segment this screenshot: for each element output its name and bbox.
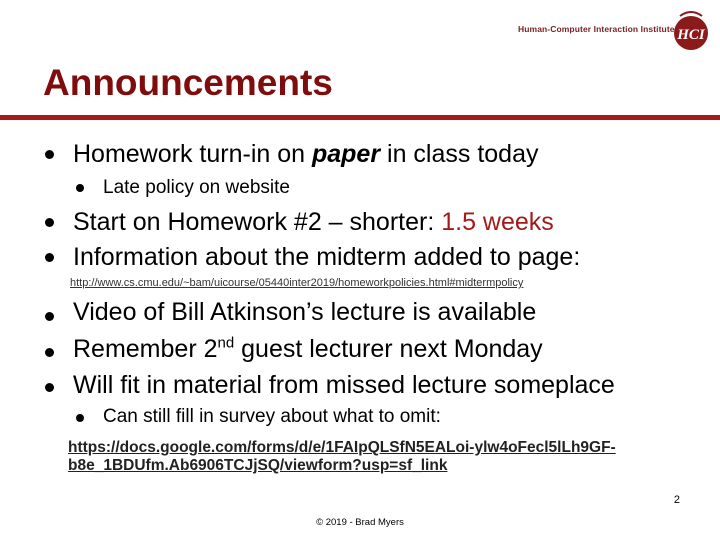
bullet-guest-lecturer [73,334,543,364]
bullet-text: Homework turn-in on [73,140,312,168]
bullet-dot [45,150,54,159]
bullet-dot [45,312,54,321]
sub-bullet-dot [76,184,84,192]
emphasis-paper: paper [311,140,381,168]
institute-name: Human-Computer Interaction Institute [518,24,675,34]
sub-bullet-dot [76,414,84,422]
bullet-midterm-info: Information about the midterm added to page: [73,243,581,271]
bullet-text: Start on Homework #2 – shorter: [73,208,442,236]
bullet-video-lecture: Video of Bill Atkinson’s lecture is available [73,298,537,326]
logo-text: HCI [677,27,705,43]
slide-title: Announcements [43,62,333,103]
bullet-homework-2 [73,207,554,237]
duration-highlight: 1.5 weeks [441,208,554,236]
bullet-dot [45,383,54,392]
bullet-homework-turn-in [73,139,539,169]
bullet-dot [45,348,54,357]
midterm-policy-link[interactable]: http://www.cs.cmu.edu/~bam/uicourse/05440inter2019/homeworkpolicies.html#midtermpolicy [70,277,524,289]
bullet-text: guest lecturer next Monday [234,335,543,363]
bullet-text: in class today [380,140,539,168]
title-divider [0,115,720,120]
survey-link-line-1[interactable]: https://docs.google.com/forms/d/e/1FAIpQLSfN5EALoi-ylw4oFecl5lLh9GF- [68,439,616,456]
bullet-text: Remember 2 [73,335,218,363]
page-number: 2 [673,494,680,506]
sub-bullet-late-policy: Late policy on website [103,177,290,198]
hci-logo [670,10,712,52]
bullet-dot [45,253,54,262]
sub-bullet-survey: Can still fill in survey about what to omit: [103,406,441,427]
survey-link-line-2[interactable]: b8e_1BDUfm.Ab6906TCJjSQ/viewform?usp=sf_link [68,457,448,474]
copyright-footer: © 2019 - Brad Myers [316,517,404,528]
bullet-dot [45,218,54,227]
ordinal-suffix: nd [217,334,235,352]
bullet-missed-lecture: Will fit in material from missed lecture someplace [73,371,615,399]
